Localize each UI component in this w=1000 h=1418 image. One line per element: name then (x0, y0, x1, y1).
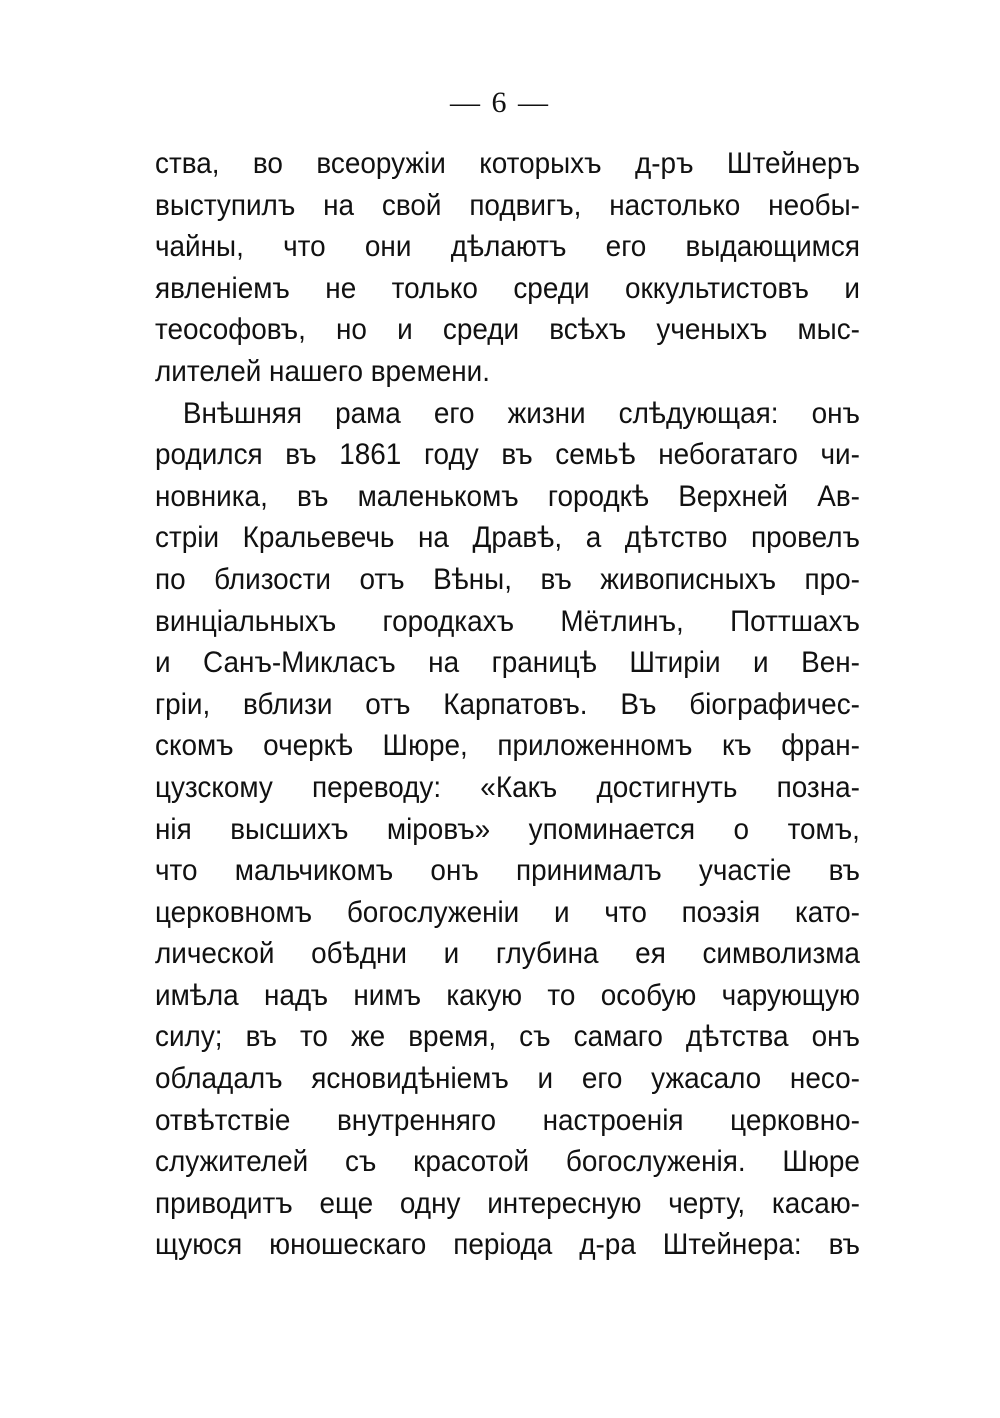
text-line: лической обѣдни и глубина ея символизма (155, 937, 860, 971)
body-text (155, 143, 860, 1266)
text-line: церковномъ богослуженіи и что поэзія като- (155, 895, 860, 929)
text-line: скомъ очеркѣ Шюре, приложенномъ къ фран- (155, 729, 860, 763)
text-line: лителей нашего времени. (155, 354, 491, 388)
text-line: явленіемъ не только среди оккультистовъ и (155, 271, 860, 305)
text-line: винціальныхъ городкахъ Мётлинъ, Поттшахъ (155, 604, 860, 638)
text-line: ства, во всеоружіи которыхъ д-ръ Штейнеръ (155, 147, 860, 180)
text-line: стріи Кральевечь на Дравѣ, а дѣтство провелъ (155, 521, 860, 555)
text-line: приводитъ еще одну интересную черту, касаю- (155, 1186, 860, 1220)
text-line: выступилъ на свой подвигъ, настолько необы- (155, 188, 860, 222)
text-line: гріи, вблизи отъ Карпатовъ. Въ біографичес- (155, 687, 860, 721)
paragraph-2 (155, 393, 860, 1266)
page-number: — 6 — (450, 86, 550, 119)
text-line: теософовъ, но и среди всѣхъ ученыхъ мыс- (155, 313, 860, 347)
text-line: отвѣтствіе внутренняго настроенія церковно- (155, 1103, 860, 1137)
text-line: и Санъ-Микласъ на границѣ Штиріи и Вен- (155, 646, 860, 680)
text-line: служителей съ красотой богослуженія. Шюре (155, 1145, 860, 1179)
text-line: цузскому переводу: «Какъ достигнуть позна- (155, 770, 860, 804)
text-line: что мальчикомъ онъ принималъ участіе въ (155, 854, 860, 888)
text-line: Внѣшняя рама его жизни слѣдующая: онъ (182, 396, 860, 430)
text-line: чайны, что они дѣлаютъ его выдающимся (155, 230, 860, 264)
text-line: обладалъ ясновидѣніемъ и его ужасало несо- (155, 1062, 860, 1096)
paragraph-1 (155, 143, 860, 393)
text-line: по близости отъ Вѣны, въ живописныхъ про- (155, 562, 860, 596)
text-line: нія высшихъ міровъ» упоминается о томъ, (155, 812, 860, 846)
text-line: силу; въ то же время, съ самаго дѣтства онъ (155, 1020, 860, 1054)
text-line: новника, въ маленькомъ городкѣ Верхней Ав- (155, 479, 860, 513)
text-line: родился въ 1861 году въ семьѣ небогатаго чи- (155, 438, 860, 472)
text-line: имѣла надъ нимъ какую то особую чарующую (155, 978, 860, 1012)
text-line: щуюся юношескаго періода д-ра Штейнера: въ (155, 1228, 860, 1262)
